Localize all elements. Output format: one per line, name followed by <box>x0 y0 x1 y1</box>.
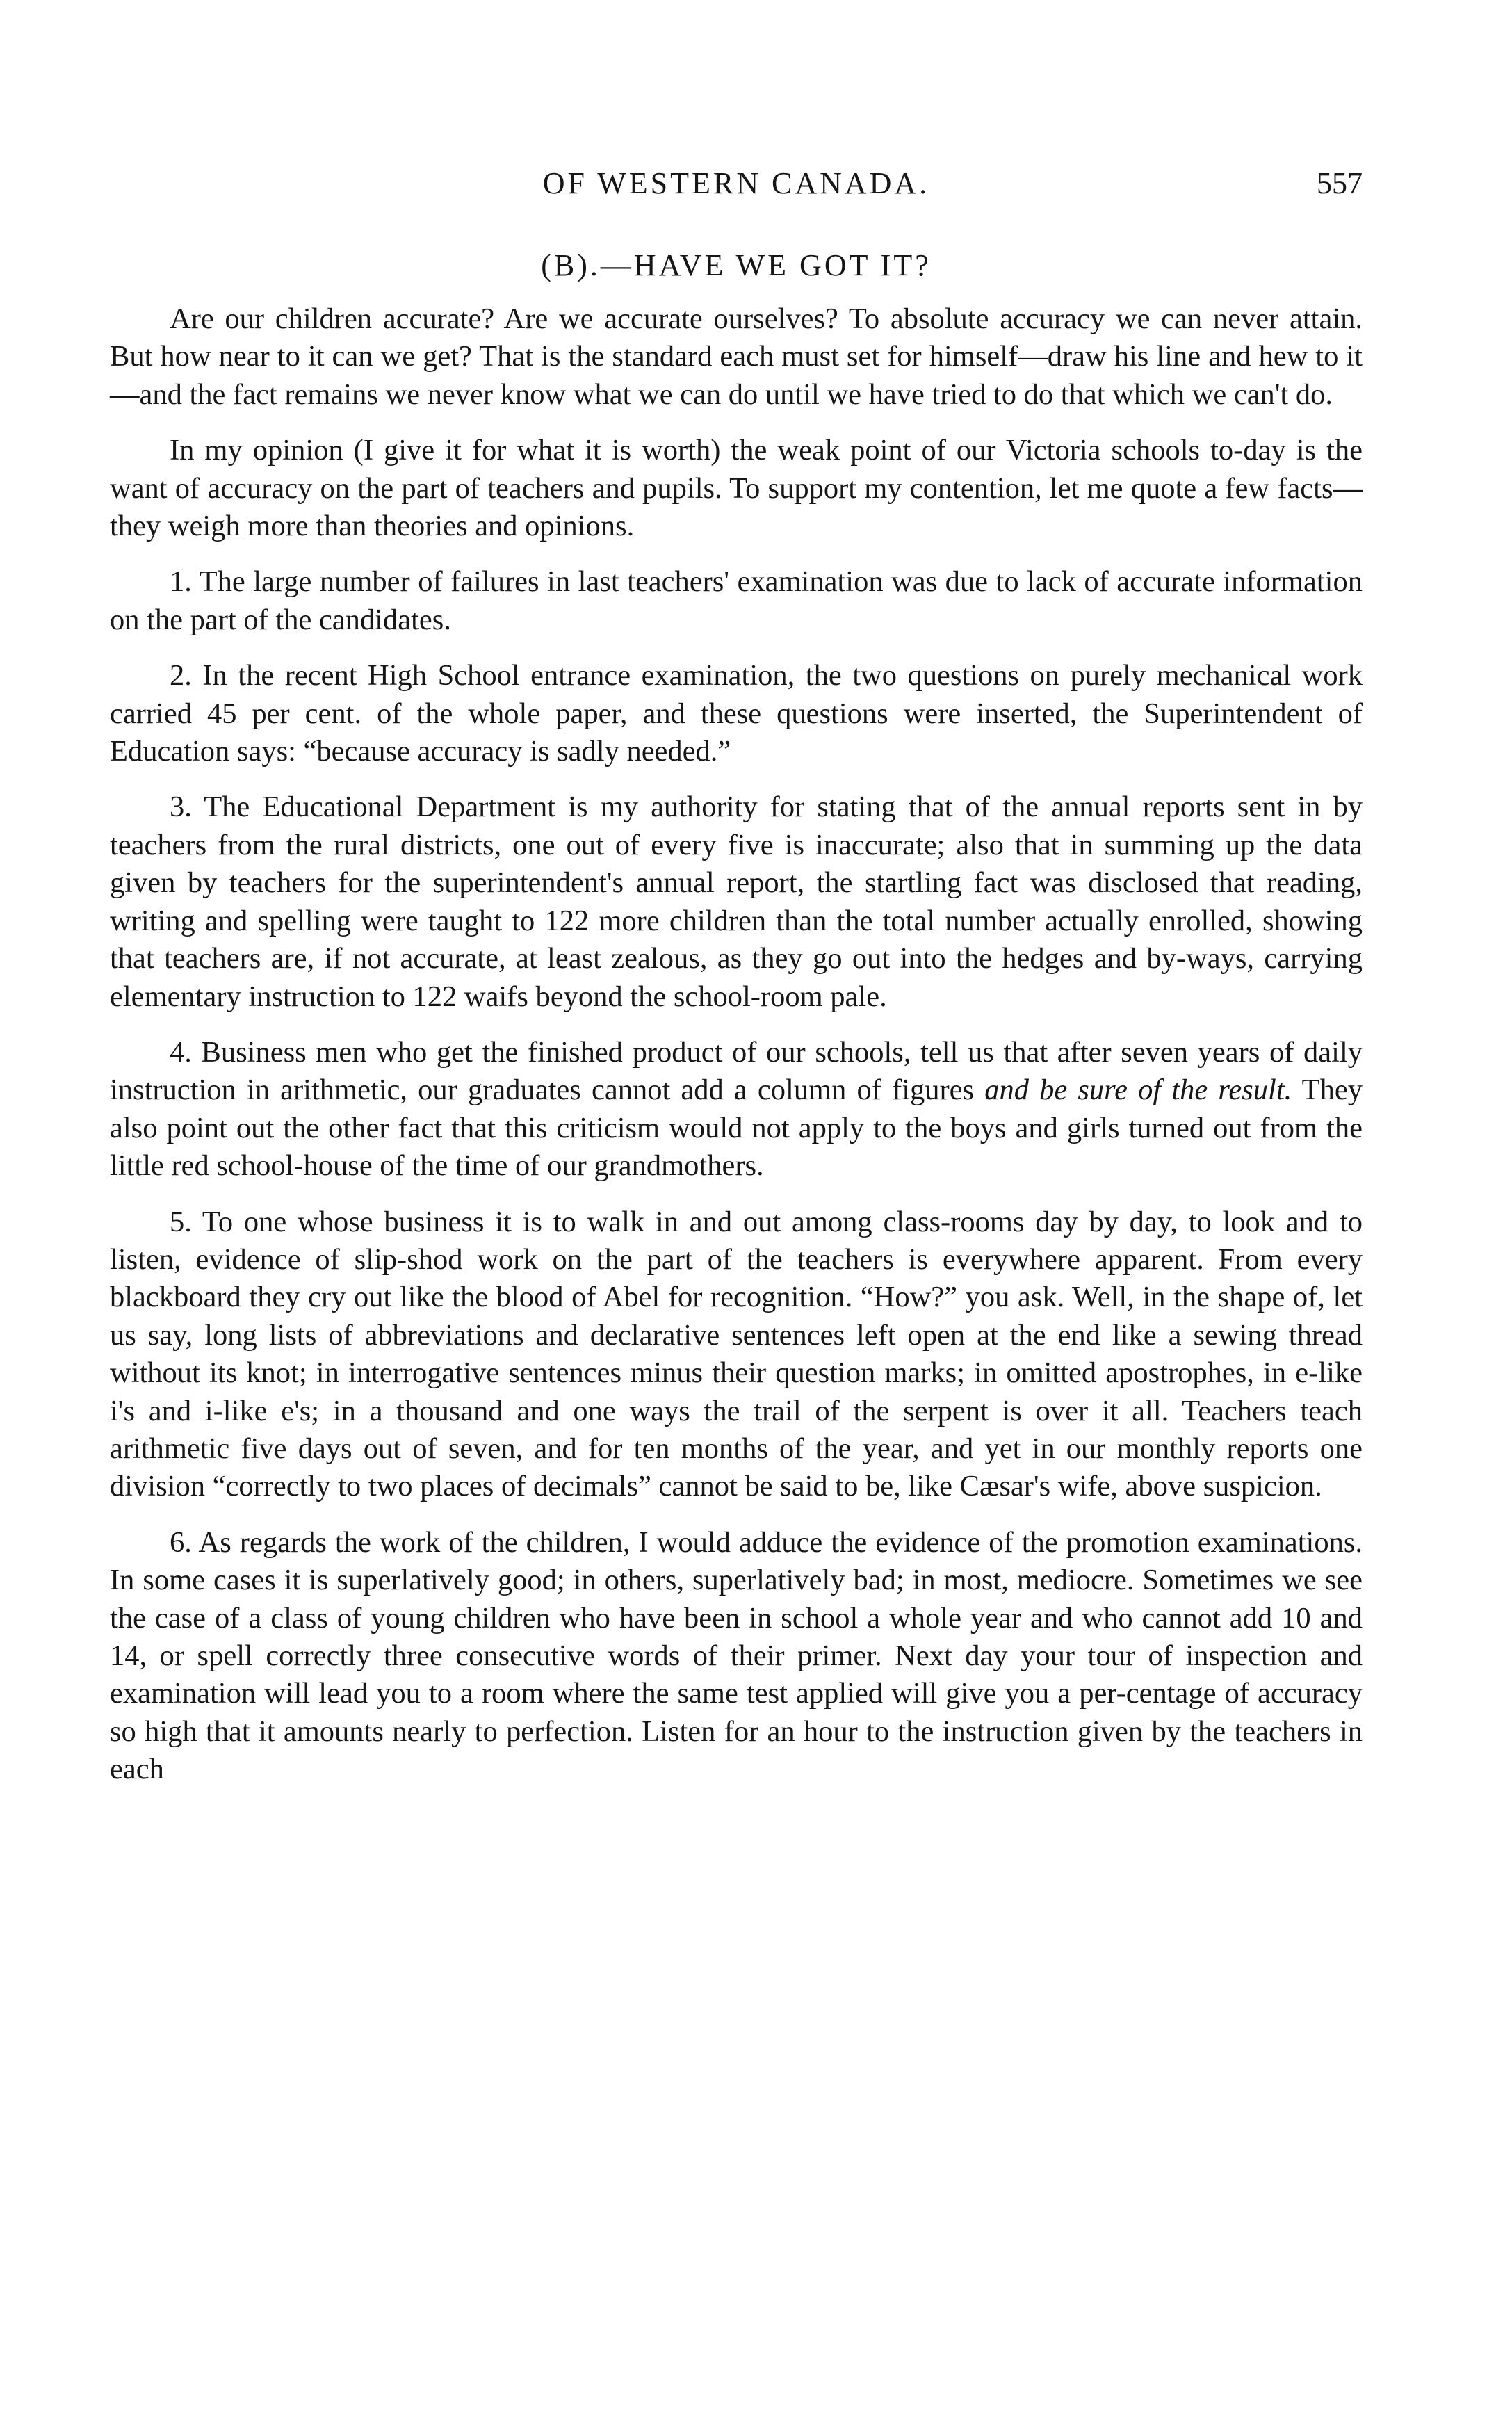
point-4-text-end: They also point out the other fact that this criticism would not apply to the boys and girls turned out from the little red school-house of the time of our grandmothers. <box>110 1073 1363 1183</box>
paragraph-point-1: 1. The large number of failures in last teachers' examination was due to lack of accurate information on the part of the candidates. <box>110 565 1363 636</box>
paragraph-point-4 <box>110 1034 1363 1185</box>
section-heading: (B).—HAVE WE GOT IT? <box>541 248 932 282</box>
paragraph-point-2: 2. In the recent High School entrance examination, the two questions on purely mechanical work carried 45 per cent. of the whole paper, and these questions were inserted, the Superintendent of Education says: “because accuracy is sadly needed.” <box>110 659 1363 768</box>
paragraph-point-5: 5. To one whose business it is to walk in and out among class-rooms day by day, to look and to listen, evidence of slip-shod work on the part of the teachers is everywhere apparent. From every blackboard they cry out like the blood of Abel for recognition. “How?” you ask. Well, in the shape of, let us say, long lists of abbreviations and declarative sentences left open at the end like a sewing thread without its knot; in interrogative sentences minus their question marks; in omitted apostrophes, in e-like i's and i-like e's; in a thousand and one ways the trail of the serpent is over it all. Teachers teach arithmetic five days out of seven, and for ten months of the year, and yet in our monthly reports one division “correctly to two places of decimals” cannot be said to be, like Cæsar's wife, above suspicion. <box>110 1205 1363 1503</box>
paragraph-point-3: 3. The Educational Department is my authority for stating that of the annual reports sent in by teachers from the rural districts, one out of every five is inaccurate; also that in summing up the data given by teachers for the superintendent's annual report, the startling fact was disclosed that reading, writing and spelling were taught to 122 more children than the total number actually enrolled, showing that teachers are, if not accurate, at least zealous, as they go out into the hedges and by-ways, carrying elementary instruction to 122 waifs beyond the school-room pale. <box>110 791 1363 1013</box>
paragraph-opinion: In my opinion (I give it for what it is worth) the weak point of our Victoria schools to-day is the want of accuracy on the part of teachers and pupils. To support my contention, let me quote a few facts—they weigh more than theories and opinions. <box>110 434 1363 543</box>
running-head: OF WESTERN CANADA. <box>542 166 930 200</box>
point-4-italic-phrase: and be sure of the result. <box>984 1073 1292 1107</box>
paragraph-intro: Are our children accurate? Are we accurate ourselves? To absolute accuracy we can never attain. But how near to it can we get? That is the standard each must set for himself—draw his line and hew to it—and the fact remains we never know what we can do until we have tried to do that which we can't do. <box>110 302 1363 411</box>
page-number: 557 <box>1317 166 1363 200</box>
body-text <box>110 300 1363 1807</box>
page-header <box>110 165 1363 207</box>
paragraph-point-6: 6. As regards the work of the children, I would adduce the evidence of the promotion examinations. In some cases it is superlatively good; in others, superlatively bad; in most, mediocre. Sometimes we see the case of a class of young children who have been in school a whole year and who cannot add 10 and 14, or spell correctly three consecutive words of their primer. Next day your tour of inspection and examination will lead you to a room where the same test applied will give you a per-centage of accuracy so high that it amounts nearly to perfection. Listen for an hour to the instruction given by the teachers in each <box>110 1525 1363 1786</box>
point-4-text-start: 4. Business men who get the finished product of our schools, tell us that after seven years of daily instruction in arithmetic, our graduates cannot add a column of figures <box>110 1035 1363 1107</box>
